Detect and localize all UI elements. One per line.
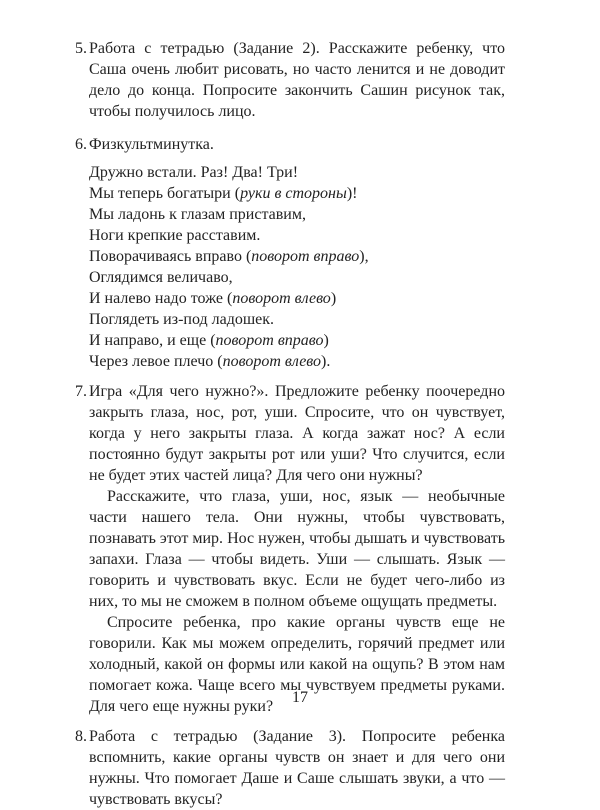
poem-line: Через левое плечо (поворот влево). <box>89 353 331 370</box>
paragraph: Игра «Для чего нужно?». Предложите ребенку поочередно закрыть глаза, нос, рот, уши. Спросите, что он чувствует, когда у него закрыты глаза. А когда зажат нос? А если постоянно будут закрыты рот или уши? Что случится, если не будет этих частей лица? Для чего они нужны? <box>89 383 505 484</box>
poem-line: Поворачиваясь вправо (поворот вправо), <box>89 248 369 265</box>
stage-direction: поворот влево <box>232 290 331 307</box>
page-number: 17 <box>292 689 308 706</box>
poem-line: И налево надо тоже (поворот влево) <box>89 290 337 307</box>
poem-line: Ноги крепкие расставим. <box>89 227 261 244</box>
poem-line: Мы теперь богатыри (руки в стороны)! <box>89 185 358 202</box>
item-number: 5. <box>75 40 87 57</box>
item-text: Работа с тетрадью (Задание 2). Расскажите ребенку, что Саша очень любит рисовать, но часто ленится и не доводит дело до конца. Попросите закончить Сашин рисунок так, чтобы получилось лицо. <box>89 40 505 120</box>
list-item-8 <box>75 726 505 810</box>
poem-line: Оглядимся величаво, <box>89 269 233 286</box>
stage-direction: поворот вправо <box>251 248 360 265</box>
list-item-5 <box>75 38 505 122</box>
paragraph: Расскажите, что глаза, уши, нос, язык — необычные части нашего тела. Они нужны, чтобы чувствовать, познавать этот мир. Нос нужен, чтобы дышать и чувствовать запахи. Глаза — чтобы видеть. Уши — слышать. Язык — говорить и чувствовать вкус. Если не будет чего-либо из них, то мы не сможем в полном объеме ощущать предметы. <box>89 488 505 610</box>
item-number: 7. <box>75 383 87 400</box>
poem-line: Поглядеть из-под ладошек. <box>89 311 275 328</box>
item-title: Физкультминутка. <box>89 136 214 153</box>
poem-line: И направо, и еще (поворот вправо) <box>89 332 329 349</box>
poem-line: Дружно встали. Раз! Два! Три! <box>89 164 299 181</box>
item-number: 8. <box>75 728 87 745</box>
stage-direction: поворот вправо <box>215 332 324 349</box>
stage-direction: руки в стороны <box>240 185 347 202</box>
stage-direction: поворот влево <box>222 353 322 370</box>
list-item-6 <box>75 134 505 372</box>
item-number: 6. <box>75 136 87 153</box>
poem <box>89 162 505 372</box>
poem-line: Мы ладонь к глазам приставим, <box>89 206 306 223</box>
list-item-7 <box>75 381 505 717</box>
item-text: Работа с тетрадью (Задание 3). Попросите ребенка вспомнить, какие органы чувств он знает и для чего они нужны. Что помогает Даше и Саше слышать звуки, а что — чувствовать вкусы? <box>89 728 505 808</box>
paragraph: Спросите ребенка, про какие органы чувств еще не говорили. Как мы можем определить, горячий предмет или холодный, какой он формы или какой на ощупь? В этом нам помогает кожа. Чаще всего мы чувствуем предметы руками. Для чего еще нужны руки? <box>89 614 505 715</box>
